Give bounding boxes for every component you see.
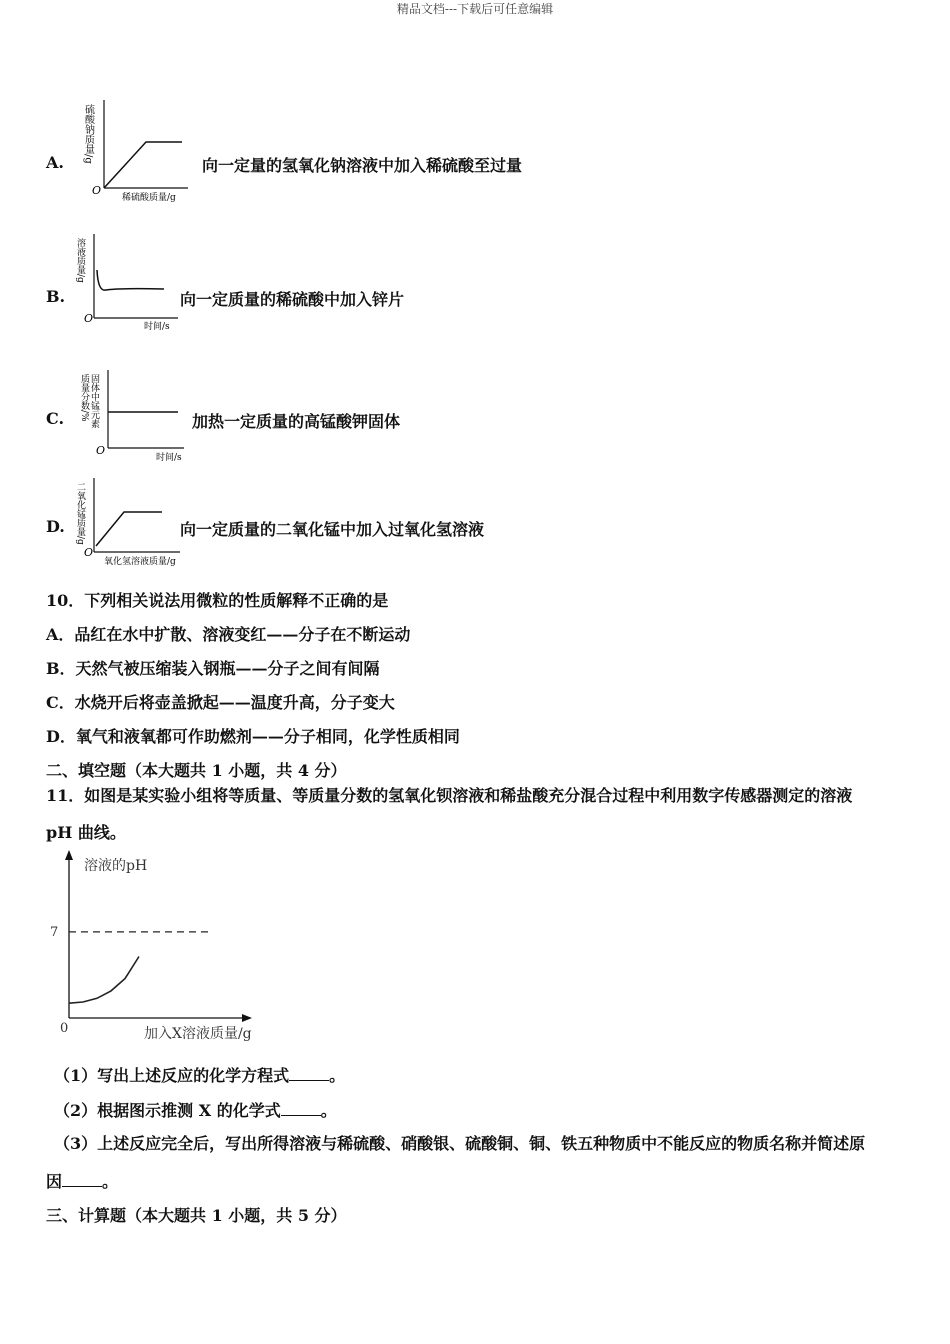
q11-stem-line1: 11．如图是某实验小组将等质量、等质量分数的氢氧化钡溶液和稀盐酸充分混合过程中利用数字传感器测定的溶液 [46, 786, 853, 805]
ph-chart [40, 848, 280, 1044]
option-c-desc: 加热一定质量的高锰酸钾固体 [192, 412, 401, 431]
q10-choice-a: A．品红在水中扩散、溶液变红——分子在不断运动 [46, 625, 411, 644]
option-c-graph [80, 368, 190, 464]
option-a-ylabel: 硫酸钠质量/g [82, 104, 94, 164]
option-a-graph [80, 98, 200, 208]
option-a-origin: O [92, 184, 102, 197]
page-header: 精品文档---下载后可任意编辑 [396, 2, 554, 16]
ph-chart-ylabel: 溶液的pH [84, 858, 148, 874]
ph-chart-ref-label: 7 [50, 925, 59, 940]
option-d-desc: 向一定质量的二氧化锰中加入过氧化氢溶液 [180, 520, 485, 539]
q11-sub3-line1: （3）上述反应完全后，写出所得溶液与稀硫酸、硝酸银、硫酸铜、铜、铁五种物质中不能反应的物质名称并简述原 [54, 1134, 866, 1153]
ph-chart-xlabel: 加入X溶液质量/g [144, 1026, 252, 1042]
option-d-ylabel: 二氧化锰质量/g [75, 482, 85, 545]
q11-sub2: （2）根据图示推测 X 的化学式 。 [54, 1101, 337, 1120]
q10-stem: 10．下列相关说法用微粒的性质解释不正确的是 [46, 591, 389, 610]
q10-choice-c: C．水烧开后将壶盖掀起——温度升高，分子变大 [46, 693, 395, 712]
option-d-origin: O [84, 546, 94, 559]
option-c-origin: O [96, 444, 106, 457]
ph-chart-x-arrow [242, 1014, 252, 1022]
option-b-ylabel: 溶液质量/g [75, 238, 85, 283]
option-c-letter: C. [46, 409, 65, 428]
option-b-graph [75, 232, 190, 334]
option-c-xlabel: 时间/s [156, 453, 182, 463]
q11-stem-line2: pH 曲线。 [46, 823, 126, 842]
ph-chart-y-arrow [65, 850, 73, 860]
section-2-heading: 二、填空题（本大题共 1 小题，共 4 分） [46, 761, 347, 780]
option-a-letter: A. [46, 153, 64, 172]
ph-chart-origin: 0 [60, 1021, 69, 1036]
option-b-xlabel: 时间/s [144, 322, 170, 332]
option-b-desc: 向一定质量的稀硫酸中加入锌片 [180, 290, 405, 309]
q11-sub3-line2: 因 。 [46, 1172, 119, 1191]
option-d-xlabel: 氧化氢溶液质量/g [104, 557, 176, 567]
option-c-ylabel-1: 固体中锰元素 [89, 374, 99, 428]
q11-sub2-blank[interactable] [281, 1101, 321, 1116]
option-d-letter: D. [46, 517, 65, 536]
option-a-xlabel: 稀硫酸质量/g [122, 193, 176, 203]
ph-chart-curve [69, 957, 139, 1004]
option-c-ylabel-2: 质量分数/% [79, 374, 89, 422]
q11-sub3-blank[interactable] [62, 1172, 102, 1187]
option-d-graph [75, 476, 195, 570]
option-b-origin: O [84, 312, 94, 325]
section-3-heading: 三、计算题（本大题共 1 小题，共 5 分） [46, 1206, 347, 1225]
q11-sub1: （1）写出上述反应的化学方程式 。 [54, 1066, 346, 1085]
option-a-desc: 向一定量的氢氧化钠溶液中加入稀硫酸至过量 [202, 156, 523, 175]
option-b-letter: B. [46, 287, 66, 306]
q11-sub1-blank[interactable] [289, 1066, 329, 1081]
q10-choice-b: B．天然气被压缩装入钢瓶——分子之间有间隔 [46, 659, 380, 678]
q10-choice-d: D．氧气和液氧都可作助燃剂——分子相同，化学性质相同 [46, 727, 460, 746]
